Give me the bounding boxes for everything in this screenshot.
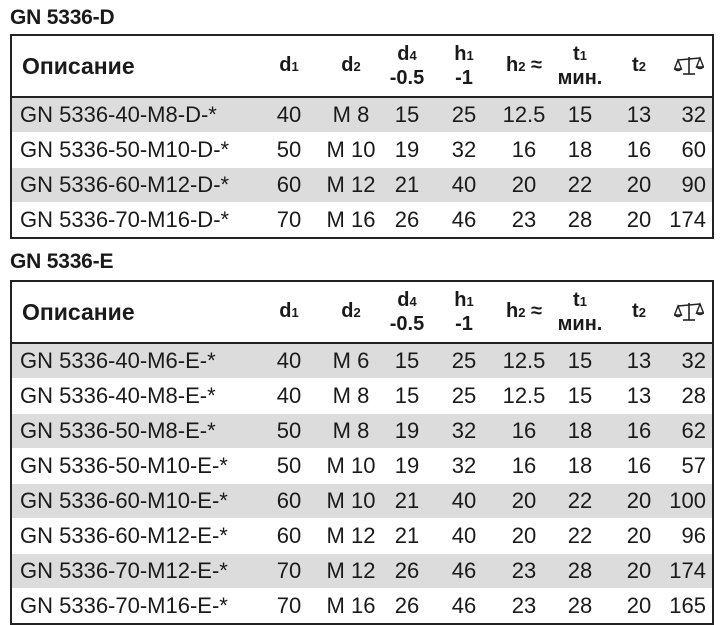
- table-header: [12, 36, 712, 98]
- cell-h1: 40: [451, 488, 477, 513]
- header-subscript: 4: [409, 48, 417, 63]
- header-symbol: [632, 300, 646, 324]
- header-d4: [386, 36, 428, 96]
- cell-d1: 70: [276, 593, 302, 618]
- header-t2: [612, 36, 666, 96]
- header-weight: [666, 282, 712, 342]
- header-letter: h: [454, 43, 467, 65]
- section-title: GN 5336-D: [10, 6, 115, 29]
- cell-d1: 50: [276, 453, 302, 478]
- cell-h1: 46: [451, 593, 477, 618]
- cell-d2: M 16: [326, 593, 376, 618]
- header-letter: d: [397, 43, 410, 65]
- header-letter: d: [279, 54, 292, 76]
- cell-d2: M 10: [326, 488, 376, 513]
- cell-h2: 20: [511, 172, 537, 197]
- cell-h2: 20: [511, 488, 537, 513]
- cell-h2: 12.5: [502, 383, 546, 408]
- cell-d2: M 8: [332, 418, 370, 443]
- cell-t2: 13: [626, 348, 652, 373]
- header-h2: [500, 36, 548, 96]
- cell-t1: 22: [567, 523, 593, 548]
- header-description: [22, 282, 262, 342]
- header-letter: t: [573, 43, 580, 65]
- header-letter: t: [632, 54, 639, 76]
- cell-t2: 13: [626, 383, 652, 408]
- spec-table: [10, 280, 714, 625]
- cell-d2: M 10: [326, 137, 376, 162]
- cell-weight: 174: [669, 207, 706, 232]
- cell-description: GN 5336-50-M8-E-*: [20, 418, 216, 443]
- scale-icon: [674, 301, 704, 323]
- cell-t2: 16: [626, 418, 652, 443]
- cell-t1: 28: [567, 593, 593, 618]
- cell-description: GN 5336-50-M10-D-*: [20, 137, 230, 162]
- cell-weight: 90: [681, 172, 706, 197]
- cell-h2: 23: [511, 558, 537, 583]
- header-subscript: 1: [579, 48, 587, 63]
- cell-d2: M 8: [332, 383, 370, 408]
- header-d2: [316, 282, 386, 342]
- cell-description: GN 5336-60-M12-E-*: [20, 523, 228, 548]
- header-tolerance: -0.5: [389, 67, 425, 89]
- cell-weight: 165: [669, 593, 706, 618]
- cell-d4: 15: [394, 383, 420, 408]
- header-symbol: [573, 289, 587, 313]
- cell-h1: 25: [451, 102, 477, 127]
- header-letter: d: [341, 300, 354, 322]
- cell-d1: 40: [276, 348, 302, 373]
- cell-d4: 21: [394, 488, 420, 513]
- header-symbol: [279, 300, 298, 324]
- header-t2: [612, 282, 666, 342]
- header-d1: [262, 282, 316, 342]
- table-row: [12, 519, 712, 554]
- cell-d4: 26: [394, 207, 420, 232]
- cell-d4: 19: [394, 453, 420, 478]
- cell-d1: 50: [276, 418, 302, 443]
- cell-d2: M 10: [326, 453, 376, 478]
- header-symbol: [573, 43, 587, 67]
- cell-weight: 28: [681, 383, 706, 408]
- cell-d1: 40: [276, 102, 302, 127]
- header-subscript: 2: [518, 305, 526, 320]
- header-label: Описание: [22, 299, 135, 325]
- header-symbol: [397, 289, 416, 313]
- cell-description: GN 5336-40-M8-D-*: [20, 102, 217, 127]
- cell-d4: 19: [394, 137, 420, 162]
- cell-d1: 60: [276, 488, 302, 513]
- cell-h1: 32: [451, 137, 477, 162]
- cell-d4: 15: [394, 348, 420, 373]
- table-row: [12, 344, 712, 379]
- cell-d2: M 16: [326, 207, 376, 232]
- cell-t1: 28: [567, 558, 593, 583]
- table-row: [12, 449, 712, 484]
- cell-h1: 25: [451, 348, 477, 373]
- cell-h1: 40: [451, 523, 477, 548]
- cell-t1: 15: [567, 383, 593, 408]
- cell-description: GN 5336-70-M16-D-*: [20, 207, 230, 232]
- table-header: [12, 282, 712, 344]
- cell-description: GN 5336-40-M6-E-*: [20, 348, 216, 373]
- header-letter: h: [506, 300, 519, 322]
- cell-d1: 50: [276, 137, 302, 162]
- header-symbol: [341, 54, 360, 78]
- table-row: [12, 484, 712, 519]
- header-description: [22, 36, 262, 96]
- scale-icon: [674, 55, 704, 77]
- cell-h2: 16: [511, 418, 537, 443]
- cell-weight: 32: [681, 348, 706, 373]
- table-row: [12, 379, 712, 414]
- cell-description: GN 5336-50-M10-E-*: [20, 453, 228, 478]
- cell-d4: 21: [394, 172, 420, 197]
- table-row: [12, 414, 712, 449]
- cell-d4: 21: [394, 523, 420, 548]
- header-letter: h: [454, 289, 467, 311]
- cell-h1: 25: [451, 383, 477, 408]
- cell-h2: 23: [511, 207, 537, 232]
- cell-d4: 26: [394, 593, 420, 618]
- header-d4: [386, 282, 428, 342]
- cell-t2: 20: [626, 523, 652, 548]
- cell-t1: 15: [567, 102, 593, 127]
- header-symbol: [279, 54, 298, 78]
- header-letter: d: [341, 54, 354, 76]
- table-row: [12, 98, 712, 133]
- cell-weight: 60: [681, 137, 706, 162]
- cell-weight: 32: [681, 102, 706, 127]
- header-symbol: [506, 54, 542, 78]
- cell-h2: 20: [511, 523, 537, 548]
- header-min: мин.: [557, 313, 603, 335]
- header-symbol: [506, 300, 542, 324]
- cell-description: GN 5336-60-M12-D-*: [20, 172, 230, 197]
- header-tolerance: -1: [455, 67, 473, 89]
- cell-h1: 32: [451, 418, 477, 443]
- header-letter: h: [506, 54, 519, 76]
- header-subscript: 2: [353, 59, 361, 74]
- table-row: [12, 168, 712, 203]
- header-min: мин.: [557, 67, 603, 89]
- cell-h1: 32: [451, 453, 477, 478]
- header-letter: d: [397, 289, 410, 311]
- cell-description: GN 5336-70-M16-E-*: [20, 593, 228, 618]
- header-subscript: 2: [638, 59, 646, 74]
- table-row: [12, 203, 712, 237]
- cell-h2: 12.5: [502, 348, 546, 373]
- cell-h2: 16: [511, 137, 537, 162]
- table-row: [12, 589, 712, 623]
- spec-table: [10, 34, 714, 239]
- cell-d4: 15: [394, 102, 420, 127]
- header-subscript: 1: [466, 48, 474, 63]
- header-subscript: 1: [291, 305, 299, 320]
- cell-t1: 28: [567, 207, 593, 232]
- header-symbol: [397, 43, 416, 67]
- header-h1: [428, 36, 500, 96]
- cell-description: GN 5336-60-M10-E-*: [20, 488, 228, 513]
- header-label: Описание: [22, 53, 135, 79]
- cell-t2: 20: [626, 593, 652, 618]
- cell-t1: 15: [567, 348, 593, 373]
- header-symbol: [454, 289, 473, 313]
- cell-h2: 16: [511, 453, 537, 478]
- header-t1: [548, 36, 612, 96]
- table-row: [12, 554, 712, 589]
- table-row: [12, 133, 712, 168]
- header-subscript: 2: [518, 59, 526, 74]
- cell-t2: 20: [626, 558, 652, 583]
- header-subscript: 1: [466, 294, 474, 309]
- header-subscript: 1: [291, 59, 299, 74]
- cell-weight: 174: [669, 558, 706, 583]
- cell-t1: 18: [567, 137, 593, 162]
- cell-t2: 16: [626, 137, 652, 162]
- cell-d4: 19: [394, 418, 420, 443]
- cell-description: GN 5336-40-M8-E-*: [20, 383, 216, 408]
- header-d1: [262, 36, 316, 96]
- header-letter: t: [573, 289, 580, 311]
- header-tolerance: -0.5: [389, 313, 425, 335]
- cell-t1: 22: [567, 172, 593, 197]
- cell-h1: 46: [451, 207, 477, 232]
- cell-d1: 60: [276, 172, 302, 197]
- header-approx: ≈: [525, 300, 542, 322]
- cell-d2: M 6: [332, 348, 370, 373]
- cell-d1: 40: [276, 383, 302, 408]
- cell-t1: 18: [567, 453, 593, 478]
- header-h1: [428, 282, 500, 342]
- cell-d1: 60: [276, 523, 302, 548]
- cell-t2: 20: [626, 488, 652, 513]
- header-approx: ≈: [525, 54, 542, 76]
- header-symbol: [632, 54, 646, 78]
- header-subscript: 1: [579, 294, 587, 309]
- cell-t1: 22: [567, 488, 593, 513]
- cell-t2: 13: [626, 102, 652, 127]
- cell-description: GN 5336-70-M12-E-*: [20, 558, 228, 583]
- header-letter: d: [279, 300, 292, 322]
- cell-weight: 96: [681, 523, 706, 548]
- cell-h1: 46: [451, 558, 477, 583]
- header-weight: [666, 36, 712, 96]
- header-letter: t: [632, 300, 639, 322]
- cell-d4: 26: [394, 558, 420, 583]
- header-symbol: [341, 300, 360, 324]
- cell-d1: 70: [276, 207, 302, 232]
- header-subscript: 2: [638, 305, 646, 320]
- cell-h1: 40: [451, 172, 477, 197]
- cell-weight: 100: [669, 488, 706, 513]
- cell-weight: 62: [681, 418, 706, 443]
- cell-t2: 16: [626, 453, 652, 478]
- header-subscript: 4: [409, 294, 417, 309]
- cell-d1: 70: [276, 558, 302, 583]
- cell-t2: 20: [626, 207, 652, 232]
- cell-h2: 23: [511, 593, 537, 618]
- header-symbol: [454, 43, 473, 67]
- cell-h2: 12.5: [502, 102, 546, 127]
- header-t1: [548, 282, 612, 342]
- header-h2: [500, 282, 548, 342]
- header-tolerance: -1: [455, 313, 473, 335]
- section-title: GN 5336-E: [10, 250, 114, 273]
- header-d2: [316, 36, 386, 96]
- cell-d2: M 8: [332, 102, 370, 127]
- cell-d2: M 12: [326, 172, 376, 197]
- cell-d2: M 12: [326, 558, 376, 583]
- header-subscript: 2: [353, 305, 361, 320]
- cell-t1: 18: [567, 418, 593, 443]
- cell-weight: 57: [681, 453, 706, 478]
- cell-t2: 20: [626, 172, 652, 197]
- cell-d2: M 12: [326, 523, 376, 548]
